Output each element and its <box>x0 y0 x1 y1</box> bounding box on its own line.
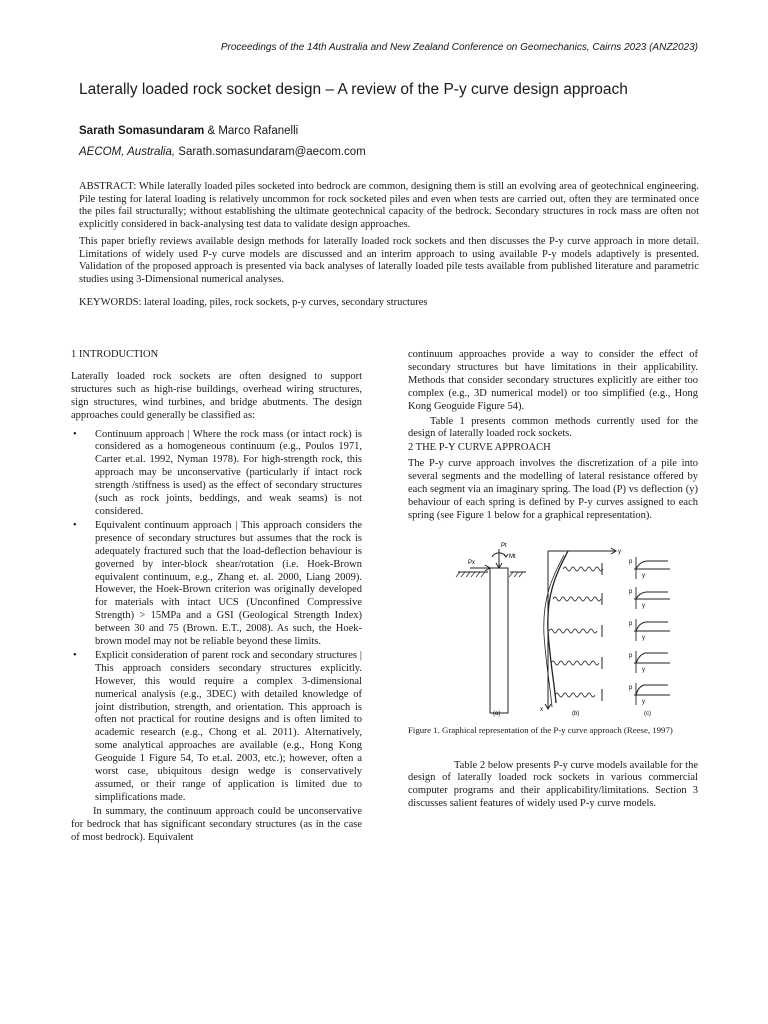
label-p-2: p <box>629 588 633 595</box>
list-item <box>71 429 362 519</box>
secondary-author: Marco Rafanelli <box>218 125 299 137</box>
affiliation-email: Sarath.somasundaram@aecom.com <box>175 146 366 158</box>
list-item-text: Equivalent continuum approach | This approach considers the presence of secondary structures but assumes that the rock is adequately fractured such that the load-deflection behaviour is governed by inter-block shear/rotation (i.e. Hoek-Brown equivalent continuum, e.g., Zhang et. al. 2000, Liang 2009). However, the Hoek-Brown criterion was originally developed for materials with intact UCS (Unconfined Compressive Strength) > 15MPa and a GSI (Geological Strength Index) between 30 and 75 (Brown. E.T., 2008). As such, the Hoek-brown model may not be reliable beyond these limits. <box>95 519 362 648</box>
label-p-4: p <box>629 652 633 659</box>
label-y-axis: y <box>618 548 621 555</box>
label-y-2: y <box>642 602 645 609</box>
list-item-text: Explicit consideration of parent rock and secondary structures | This approach considers secondary structures explicitly. However, this would require a complex 3-dimensional numerical analysis (e.g., 3DEC) with detailed knowledge of joint distribution, strength, and orientation. This approach is often not practical for routine designs and is often limited to academic research (e.g., Chong et al. 2011). Alternatively, some analytical approaches are available (e.g., Hong Kong Geoguide 1 Figure 54, To et.al. 2003, etc.); however, often a worst case, ubiquitous design wedge is conservatively assumed, or their range of application is limited due to simplifications made. <box>95 649 362 803</box>
label-b: (b) <box>572 710 580 717</box>
label-x-axis: x <box>540 706 543 713</box>
section-1-heading: 1 INTRODUCTION <box>71 349 159 360</box>
label-y-5: y <box>642 698 645 705</box>
list-item <box>71 650 362 805</box>
py-description-paragraph: The P-y curve approach involves the discretization of a pile into several segments and the modelling of lateral resistance offered by each segment via an imaginary spring. The load (P) vs deflection (y) behaviour of each spring is defined by P-y curves assigned to each spring (see Figure 1 below for a graphical representation). <box>408 458 698 521</box>
section-2-heading: 2 THE P-Y CURVE APPROACH <box>408 442 551 454</box>
conference-header: Proceedings of the 14th Australia and New Zealand Conference on Geomechanics, Cairns 2023 (ANZ2023) <box>220 42 698 53</box>
label-p-3: p <box>629 620 633 627</box>
label-y-3: y <box>642 634 645 641</box>
keywords: KEYWORDS: lateral loading, piles, rock sockets, p-y curves, secondary structures <box>79 297 428 308</box>
label-a: (a) <box>493 710 501 717</box>
right-column <box>408 349 698 811</box>
py-diagram-svg <box>408 531 678 717</box>
paper-title: Laterally loaded rock socket design – A review of the P-y curve design approach <box>79 81 628 98</box>
figure-1-caption: Figure 1. Graphical representation of the P-y curve approach (Reese, 1997) <box>408 724 673 735</box>
label-p-5: p <box>629 684 633 691</box>
abstract-paragraph-2: This paper briefly reviews available design methods for laterally loaded rock sockets and then discusses the P-y curve approach in more detail. Limitations of widely used P-y curve models are discussed and an interim approach to using available P-y models adaptively is presented. Validation of the proposed approach is presented via back analyses of laterally loaded pile tests available from published literature and parametric studies using 3-Dimensional numerical analyses. <box>79 236 699 285</box>
label-px: Px <box>468 559 476 566</box>
left-column <box>71 349 362 845</box>
affiliation-line <box>79 146 366 158</box>
label-pt: Pt <box>501 542 507 549</box>
panel-b-springs <box>544 548 616 709</box>
table-2-paragraph: Table 2 below presents P-y curve models available for the design of laterally loaded rock sockets in various commercial computer programs and their applicability/limitations. Section 3 discusses salient features of widely used P-y curve models. <box>408 759 698 810</box>
figure-1-py-diagram <box>408 531 678 717</box>
abstract-paragraph-1: ABSTRACT: While laterally loaded piles socketed into bedrock are common, designing them is still an evolving area of geotechnical engineering. Pile testing for lateral loading is relatively uncommon for rock socketed piles and even when tests are carried out, often they are terminated once the piles fail structurally; without establishing the ultimate geotechnical capacity of the bedrock. Secondary structures in rock mass are often not explicitly considered in back-analysing test data to validate design approaches. <box>79 181 699 230</box>
bullet-icon: • <box>73 649 77 661</box>
intro-paragraph: Laterally loaded rock sockets are often designed to support structures such as high-rise buildings, overhead wiring structures, sign structures, wind turbines, and bridge abutments. The design approaches could generally be classified as: <box>71 370 362 421</box>
panel-c-py-curves <box>634 557 670 705</box>
label-y-1: y <box>642 572 645 579</box>
label-p-1: p <box>629 558 633 565</box>
approach-list <box>71 429 362 805</box>
summary-paragraph: In summary, the continuum approach could be unconservative for bedrock that has significant secondary structures (as in the case of most bedrock). Equivalent <box>71 805 362 843</box>
label-y-4: y <box>642 666 645 673</box>
list-item <box>71 520 362 649</box>
affiliation-org: AECOM, Australia, <box>79 146 176 158</box>
author-line <box>79 125 298 137</box>
label-mt: Mt <box>509 553 516 560</box>
label-c: (c) <box>644 710 651 717</box>
panel-c-axis-labels <box>629 559 645 705</box>
continuation-paragraph: continuum approaches provide a way to consider the effect of secondary structures but have limitations in their applicability. Methods that consider secondary structures explicitly are either too complex (e.g., 3D numerical model) or too simplified (e.g., Hong Kong Geoguide Figure 54). <box>408 349 698 412</box>
bullet-icon: • <box>73 519 77 531</box>
bullet-icon: • <box>73 428 77 440</box>
primary-author: Sarath Somasundaram <box>79 125 205 137</box>
panel-a-pile <box>456 549 526 713</box>
table-1-reference: Table 1 presents common methods currently used for the design of laterally loaded rock sockets. <box>408 415 698 440</box>
list-item-text: Continuum approach | Where the rock mass (or intact rock) is considered as a homogeneous continuum (e.g., Poulos 1971, Carter et.al. 1992, Nyman 1978). For high-strength rock, this approach may be unconservative (particularly if intact rock strength /stiffness is used) as the effect of secondary structures (such as rock joints, beddings, and weak seams) is not considered. <box>95 428 362 517</box>
author-separator: & <box>204 125 219 137</box>
